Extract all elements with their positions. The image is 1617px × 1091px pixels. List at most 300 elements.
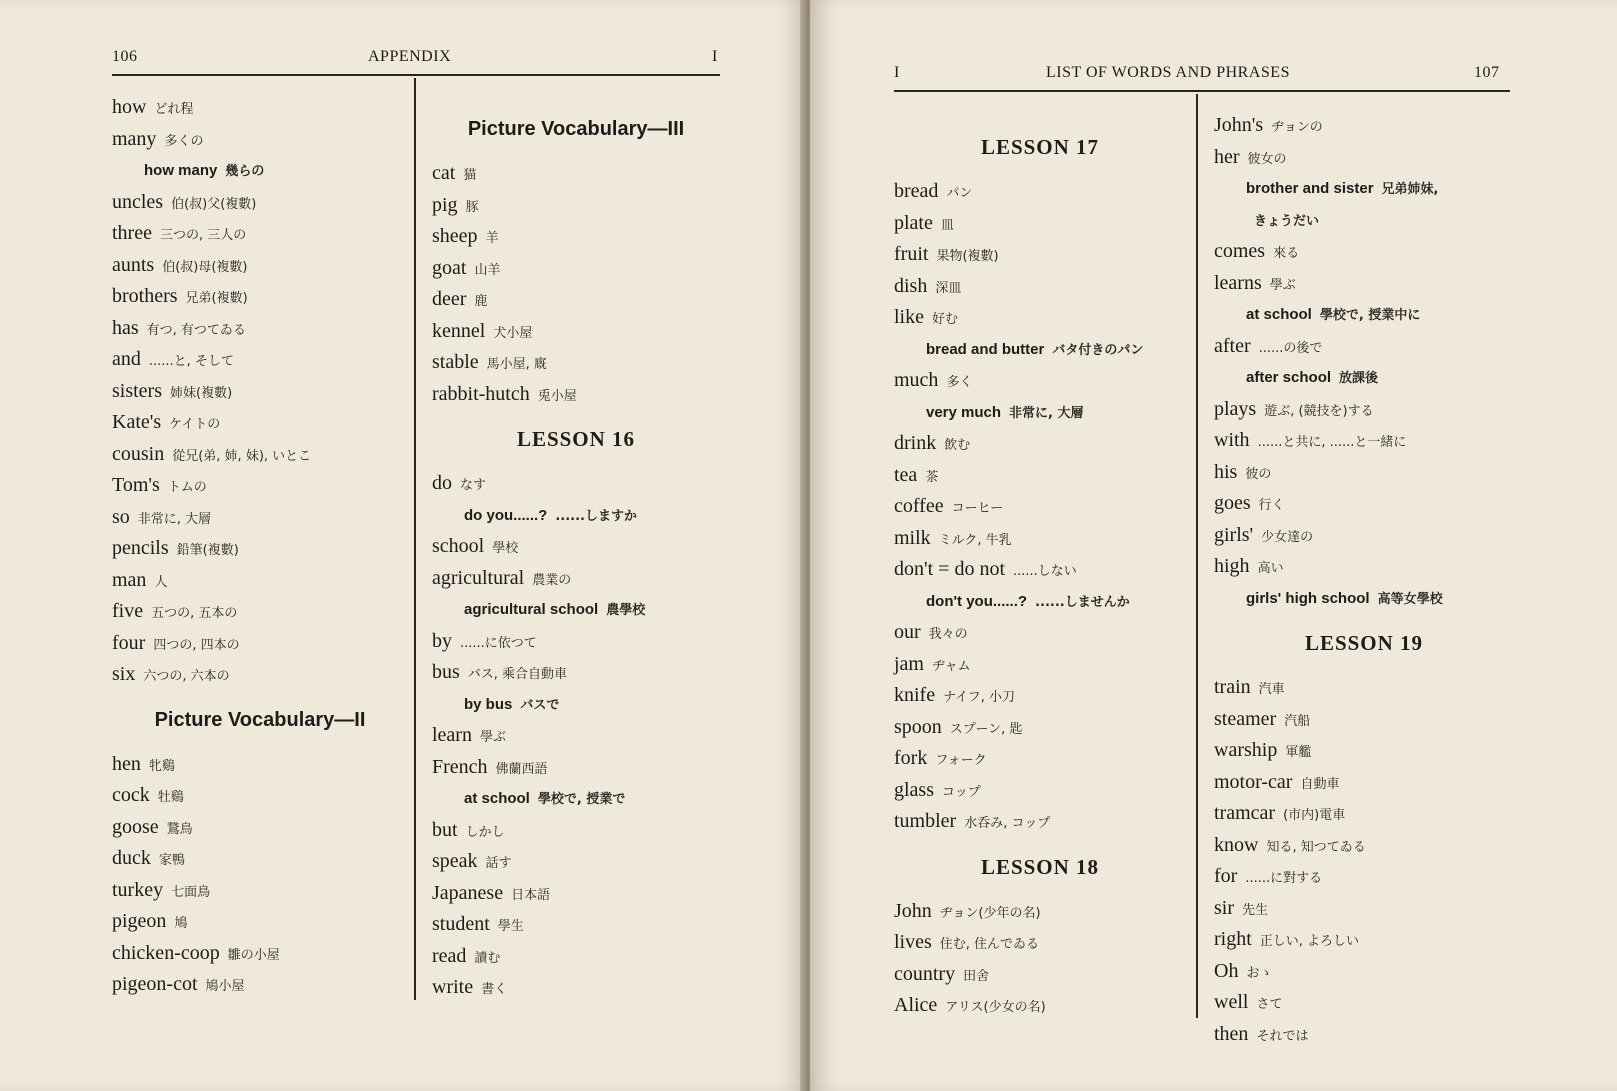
lesson-heading: LESSON 19 — [1304, 631, 1424, 655]
english-term: deer — [432, 288, 467, 310]
word-entry — [894, 428, 1186, 460]
japanese-gloss: 遊ぶ, (競技を)する — [1264, 403, 1374, 419]
word-entry — [112, 470, 408, 502]
english-term: rabbit-hutch — [432, 382, 530, 405]
word-entry — [1214, 861, 1514, 893]
english-term: plays — [1214, 397, 1257, 420]
japanese-gloss: 讀む — [474, 950, 501, 966]
english-term: but — [432, 818, 458, 841]
word-entry — [432, 284, 720, 316]
japanese-gloss: 伯(叔)父(複數) — [171, 196, 257, 212]
word-entry — [432, 347, 720, 379]
english-term: milk — [894, 526, 931, 549]
english-term: lives — [894, 931, 932, 953]
word-entry — [432, 563, 720, 595]
japanese-gloss: 皿 — [940, 217, 954, 233]
japanese-gloss: 兄弟姉妹, — [1381, 182, 1439, 197]
japanese-gloss: なす — [460, 478, 487, 493]
word-entry — [432, 846, 720, 878]
english-term: right — [1214, 928, 1252, 950]
word-entry — [112, 533, 408, 565]
japanese-gloss: 鳩小屋 — [205, 979, 245, 994]
japanese-gloss: 農業の — [532, 572, 572, 588]
word-entry — [1214, 520, 1514, 552]
japanese-gloss: ......しない — [1013, 564, 1077, 579]
english-term: at school — [464, 790, 530, 807]
word-entry — [112, 218, 408, 250]
word-entry — [432, 657, 720, 689]
japanese-gloss: 牡鷄 — [157, 790, 184, 805]
word-entry — [894, 927, 1186, 959]
japanese-gloss: ナイフ, 小刀 — [943, 690, 1016, 705]
word-entry — [1214, 488, 1514, 520]
english-term: learns — [1214, 271, 1262, 294]
word-entry — [1214, 767, 1514, 799]
english-term: plate — [894, 211, 933, 234]
japanese-gloss: 學ぶ — [479, 730, 506, 745]
japanese-gloss: 農學校 — [606, 603, 646, 618]
english-term: cock — [112, 784, 150, 806]
word-entry — [432, 878, 720, 910]
word-entry — [112, 969, 408, 1001]
japanese-gloss: 飲む — [944, 438, 971, 453]
english-term: uncles — [112, 190, 164, 213]
english-term: girls' high school — [1246, 589, 1370, 607]
japanese-gloss: バスで — [520, 697, 560, 713]
english-term: warship — [1214, 739, 1278, 761]
word-entry — [432, 158, 720, 190]
japanese-gloss: 羊 — [485, 231, 499, 246]
vocab-column-2 — [432, 100, 720, 1004]
phrase-entry — [894, 397, 1186, 429]
english-term: Oh — [1214, 959, 1239, 982]
english-term: agricultural — [432, 566, 525, 589]
phrase-entry — [112, 155, 408, 187]
japanese-gloss: さて — [1256, 997, 1283, 1012]
english-term: write — [432, 976, 474, 998]
english-term: cat — [432, 162, 456, 184]
english-term: do — [432, 472, 452, 494]
section-heading: Picture Vocabulary—II — [154, 708, 366, 731]
header-rule — [112, 74, 720, 76]
word-entry — [432, 941, 720, 973]
japanese-gloss: 先生 — [1242, 902, 1269, 918]
english-term: sir — [1214, 896, 1234, 919]
word-entry — [1214, 704, 1514, 736]
word-entry — [894, 302, 1186, 334]
english-term: after — [1214, 334, 1251, 357]
japanese-gloss: 三つの, 三人の — [159, 228, 247, 243]
japanese-gloss: コップ — [942, 784, 981, 800]
lesson-heading: LESSON 16 — [516, 427, 636, 451]
vocab-column-1 — [894, 118, 1186, 1022]
word-entry — [1214, 987, 1514, 1019]
word-entry — [112, 749, 408, 781]
word-entry — [1214, 924, 1514, 956]
word-entry — [1214, 457, 1514, 489]
english-term: four — [112, 631, 146, 654]
japanese-gloss: 鹿 — [474, 294, 488, 309]
english-term: and — [112, 348, 141, 370]
column-divider — [414, 78, 416, 1000]
word-entry — [112, 250, 408, 282]
japanese-gloss: 七面鳥 — [171, 884, 211, 900]
english-term: after school — [1246, 369, 1332, 386]
japanese-gloss: 馬小屋, 廐 — [486, 357, 547, 372]
word-entry — [1214, 735, 1514, 767]
word-entry — [894, 239, 1186, 271]
header-rule — [894, 90, 1510, 92]
english-term: with — [1214, 429, 1250, 451]
english-term: drink — [894, 432, 937, 454]
word-entry — [432, 815, 720, 847]
word-entry — [112, 376, 408, 408]
word-entry — [432, 972, 720, 1004]
english-term: do you......? — [464, 506, 548, 524]
word-entry — [432, 752, 720, 784]
word-entry — [432, 909, 720, 941]
word-entry — [894, 896, 1186, 928]
japanese-gloss: 六つの, 六本の — [143, 669, 230, 684]
japanese-gloss: 人 — [154, 574, 168, 590]
phrase-entry — [432, 783, 720, 815]
english-term: how many — [144, 162, 218, 179]
english-term: motor-car — [1214, 770, 1293, 793]
english-term: Kate's — [112, 411, 162, 433]
phrase-entry — [894, 334, 1186, 366]
word-entry — [432, 626, 720, 658]
japanese-gloss: きょうだい — [1254, 213, 1320, 229]
english-term: learn — [432, 724, 472, 746]
english-term: by — [432, 629, 452, 652]
word-entry — [894, 649, 1186, 681]
japanese-gloss: 兄弟(複數) — [185, 291, 248, 306]
left-page — [0, 0, 806, 1091]
english-term: don't = do not — [894, 558, 1005, 580]
section-number: I — [712, 48, 718, 65]
phrase-entry — [432, 689, 720, 721]
word-entry — [1214, 830, 1514, 862]
word-entry — [112, 843, 408, 875]
japanese-gloss: ヂャム — [932, 658, 971, 674]
word-entry — [432, 468, 720, 500]
english-term: high — [1214, 555, 1250, 577]
section-number: I — [894, 64, 900, 81]
word-entry — [1214, 956, 1514, 988]
english-term: many — [112, 127, 157, 150]
japanese-gloss: ヂョン(少年の名) — [939, 905, 1041, 921]
english-term: six — [112, 663, 136, 685]
english-term: school — [432, 535, 485, 557]
word-entry — [894, 365, 1186, 397]
english-term: goat — [432, 256, 467, 279]
word-entry — [112, 187, 408, 219]
japanese-gloss: 四つの, 四本の — [153, 637, 240, 653]
english-term: pencils — [112, 537, 169, 559]
english-term: fruit — [894, 243, 929, 265]
english-term: speak — [432, 850, 478, 872]
english-term: brother and sister — [1246, 180, 1374, 197]
english-term: glass — [894, 778, 934, 801]
japanese-gloss: 鉛筆(複數) — [176, 543, 239, 558]
english-term: five — [112, 600, 144, 622]
phrase-entry — [1214, 299, 1514, 331]
japanese-gloss: 從兄(弟, 姉, 妹), いとこ — [172, 448, 312, 464]
phrase-entry — [894, 586, 1186, 618]
japanese-gloss: どれ程 — [154, 102, 194, 117]
word-entry — [112, 780, 408, 812]
japanese-gloss: 學校で, 授業で — [537, 792, 626, 807]
japanese-gloss: 彼女の — [1247, 151, 1287, 167]
japanese-gloss: ミルク, 牛乳 — [938, 532, 1012, 548]
phrase-entry — [1214, 362, 1514, 394]
japanese-gloss: 鳩 — [174, 916, 188, 931]
english-term: aunts — [112, 253, 155, 276]
word-entry — [894, 990, 1186, 1022]
japanese-gloss: 鵞鳥 — [166, 821, 193, 837]
word-entry — [432, 379, 720, 411]
english-term: Alice — [894, 994, 938, 1016]
word-entry — [112, 92, 408, 124]
japanese-gloss: 深皿 — [935, 280, 962, 296]
japanese-gloss: 牝鷄 — [148, 758, 175, 774]
english-term: country — [894, 962, 956, 985]
word-entry — [894, 680, 1186, 712]
word-entry — [1214, 672, 1514, 704]
english-term: hen — [112, 752, 141, 775]
word-entry — [894, 208, 1186, 240]
english-term: knife — [894, 684, 936, 706]
japanese-gloss: 汽車 — [1258, 682, 1285, 697]
japanese-gloss: コーヒー — [951, 501, 1004, 516]
phrase-entry — [1214, 173, 1514, 205]
english-term: steamer — [1214, 707, 1277, 730]
word-entry — [112, 628, 408, 660]
word-entry — [112, 313, 408, 345]
word-entry — [1214, 331, 1514, 363]
word-entry — [112, 906, 408, 938]
english-term: goes — [1214, 492, 1251, 514]
english-term: pigeon-cot — [112, 973, 198, 995]
word-entry — [1214, 236, 1514, 268]
japanese-gloss: 佛蘭西語 — [495, 761, 548, 777]
english-term: student — [432, 913, 490, 935]
japanese-gloss: 猫 — [463, 168, 477, 183]
word-entry — [112, 565, 408, 597]
japanese-gloss: 汽船 — [1284, 713, 1311, 729]
english-term: brothers — [112, 285, 178, 307]
english-term: by bus — [464, 695, 513, 713]
word-entry — [894, 176, 1186, 208]
english-term: girls' — [1214, 523, 1254, 546]
word-entry — [112, 812, 408, 844]
japanese-gloss: 少女達の — [1261, 529, 1314, 545]
japanese-gloss: 有つ, 有つてゐる — [146, 322, 246, 338]
word-entry — [1214, 110, 1514, 142]
japanese-gloss: 山羊 — [474, 262, 501, 278]
phrase-entry — [432, 594, 720, 626]
english-term: like — [894, 306, 924, 328]
english-term: much — [894, 369, 939, 391]
english-term: don't you......? — [926, 592, 1028, 610]
right-page — [810, 0, 1617, 1091]
word-entry — [894, 460, 1186, 492]
english-term: his — [1214, 460, 1238, 483]
english-term: how — [112, 96, 147, 118]
japanese-gloss: 五つの, 五本の — [151, 606, 238, 621]
english-term: bread and butter — [926, 340, 1045, 358]
word-entry — [112, 659, 408, 691]
japanese-gloss: 果物(複數) — [936, 249, 999, 264]
japanese-gloss: 來る — [1273, 246, 1300, 261]
english-term: sisters — [112, 379, 162, 402]
english-term: kennel — [432, 319, 486, 342]
english-term: very much — [926, 403, 1002, 421]
page-number: 106 — [112, 48, 138, 65]
phrase-entry — [1214, 583, 1514, 615]
english-term: man — [112, 568, 147, 591]
word-entry — [894, 271, 1186, 303]
english-term: sheep — [432, 225, 478, 247]
english-term: goose — [112, 815, 159, 838]
japanese-gloss: 多くの — [164, 133, 204, 149]
japanese-gloss: 田舍 — [963, 968, 990, 984]
english-term: tramcar — [1214, 802, 1276, 824]
word-entry — [894, 554, 1186, 586]
column-divider — [1196, 94, 1198, 1018]
word-entry — [112, 439, 408, 471]
japanese-gloss: ......に對する — [1245, 871, 1323, 886]
word-entry — [112, 281, 408, 313]
lesson-heading: LESSON 18 — [980, 854, 1100, 879]
english-term: her — [1214, 145, 1240, 168]
english-term: Japanese — [432, 881, 504, 904]
japanese-gloss: ......の後で — [1258, 340, 1323, 356]
english-term: chicken-coop — [112, 941, 220, 964]
japanese-gloss: 非常に, 大層 — [137, 511, 212, 527]
japanese-gloss: ケイトの — [169, 417, 221, 432]
japanese-gloss: 兎小屋 — [537, 388, 577, 404]
english-term: our — [894, 621, 921, 643]
japanese-gloss: 正しい, よろしい — [1259, 934, 1360, 949]
word-entry — [894, 712, 1186, 744]
word-entry — [1214, 425, 1514, 457]
word-entry — [894, 743, 1186, 775]
word-entry — [112, 938, 408, 970]
phrase-entry — [432, 500, 720, 532]
running-title: APPENDIX — [368, 48, 452, 65]
japanese-gloss: バタ付きのパン — [1052, 342, 1144, 358]
english-term: then — [1214, 1022, 1249, 1045]
word-entry — [894, 806, 1186, 838]
japanese-gloss: しかし — [465, 824, 505, 840]
english-term: cousin — [112, 442, 165, 465]
word-entry — [894, 775, 1186, 807]
word-entry — [112, 124, 408, 156]
english-term: at school — [1246, 306, 1312, 323]
japanese-gloss: 學校で, 授業中に — [1319, 308, 1421, 323]
english-term: agricultural school — [464, 601, 599, 618]
japanese-gloss: おゝ — [1246, 965, 1273, 981]
english-term: comes — [1214, 240, 1266, 262]
phrase-entry — [1214, 205, 1514, 237]
japanese-gloss: 多く — [946, 375, 973, 390]
japanese-gloss: ......しますか — [555, 508, 637, 524]
english-term: pigeon — [112, 910, 167, 932]
english-term: John — [894, 899, 932, 922]
english-term: duck — [112, 847, 151, 869]
japanese-gloss: それでは — [1256, 1028, 1309, 1044]
japanese-gloss: 學ぶ — [1269, 277, 1296, 293]
english-term: well — [1214, 991, 1249, 1013]
english-term: stable — [432, 351, 479, 373]
japanese-gloss: 幾らの — [225, 164, 265, 179]
japanese-gloss: 犬小屋 — [493, 325, 533, 341]
japanese-gloss: ......と, そして — [148, 354, 234, 369]
word-entry — [112, 407, 408, 439]
english-term: has — [112, 316, 139, 339]
japanese-gloss: 好む — [932, 312, 959, 327]
japanese-gloss: フォーク — [935, 753, 987, 768]
word-entry — [432, 316, 720, 348]
japanese-gloss: トムの — [167, 480, 207, 495]
vocab-column-1 — [112, 92, 408, 1001]
japanese-gloss: 姉妹(複數) — [170, 385, 233, 401]
english-term: pig — [432, 193, 458, 216]
japanese-gloss: パン — [946, 186, 973, 201]
japanese-gloss: 自動車 — [1300, 776, 1340, 792]
word-entry — [432, 221, 720, 253]
word-entry — [1214, 1019, 1514, 1051]
japanese-gloss: 話す — [485, 856, 512, 871]
english-term: bread — [894, 180, 939, 202]
word-entry — [1214, 551, 1514, 583]
word-entry — [112, 344, 408, 376]
japanese-gloss: ......と共に, ......と一緒に — [1257, 435, 1407, 450]
section-heading: Picture Vocabulary—III — [467, 118, 685, 140]
japanese-gloss: 知る, 知つてゐる — [1266, 839, 1366, 855]
running-title: LIST OF WORDS AND PHRASES — [1046, 64, 1290, 81]
word-entry — [112, 875, 408, 907]
japanese-gloss: 水呑み, コップ — [964, 816, 1051, 831]
word-entry — [894, 491, 1186, 523]
japanese-gloss: 我々の — [928, 627, 968, 642]
japanese-gloss: 學生 — [497, 919, 524, 934]
word-entry — [432, 720, 720, 752]
word-entry — [894, 523, 1186, 555]
word-entry — [112, 502, 408, 534]
japanese-gloss: 豚 — [465, 199, 479, 215]
word-entry — [432, 253, 720, 285]
japanese-gloss: (市内)電車 — [1283, 808, 1346, 823]
japanese-gloss: 雛の小屋 — [227, 947, 280, 963]
word-entry — [1214, 142, 1514, 174]
vocab-column-2 — [1214, 110, 1514, 1050]
english-term: read — [432, 944, 467, 967]
english-term: for — [1214, 865, 1238, 887]
japanese-gloss: 軍艦 — [1285, 745, 1312, 760]
english-term: turkey — [112, 878, 164, 901]
japanese-gloss: 書く — [481, 982, 508, 997]
japanese-gloss: スプーン, 匙 — [949, 721, 1023, 737]
english-term: train — [1214, 676, 1251, 698]
japanese-gloss: 放課後 — [1339, 371, 1379, 386]
japanese-gloss: ......に依つて — [460, 635, 537, 651]
english-term: tea — [894, 463, 918, 486]
word-entry — [432, 531, 720, 563]
english-term: dish — [894, 274, 928, 297]
japanese-gloss: 高い — [1257, 561, 1284, 576]
